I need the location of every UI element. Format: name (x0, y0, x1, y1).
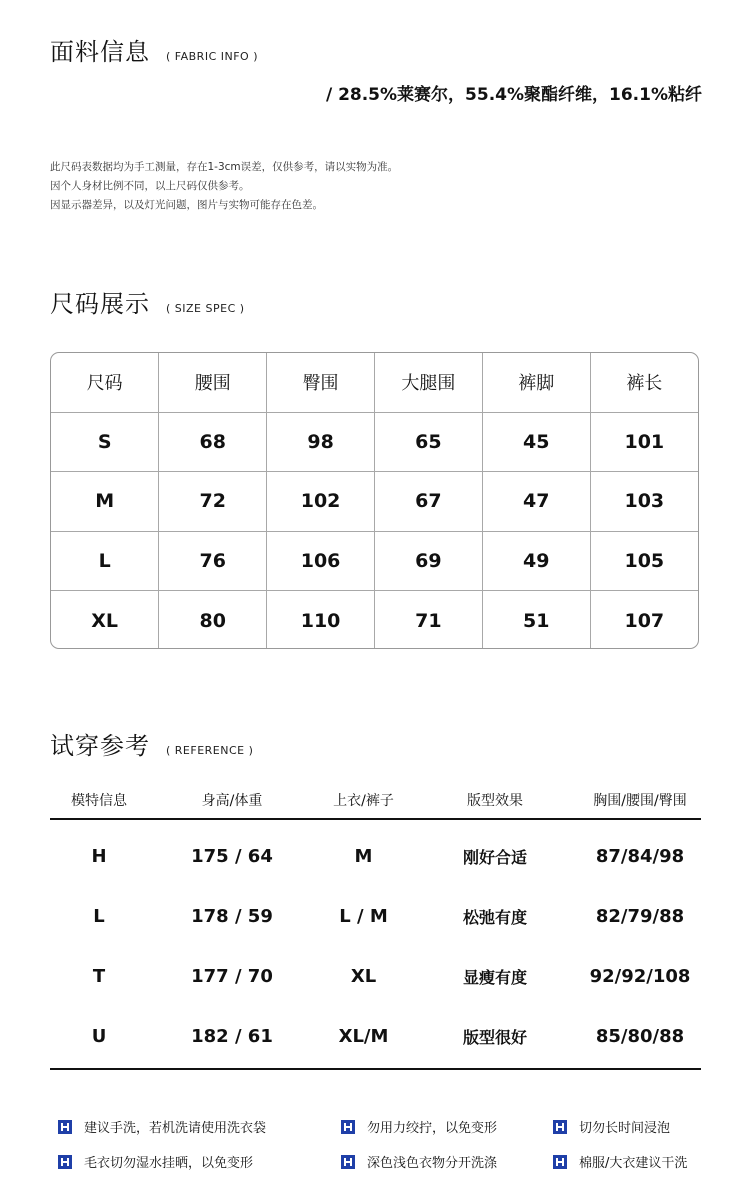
size-cell: 47 (482, 472, 590, 531)
size-cell: 72 (159, 472, 267, 531)
reference-cell: 刚好合适 (462, 847, 527, 867)
note-line: 因个人身材比例不同，以上尺码仅供参考。 (50, 180, 250, 192)
reference-divider-bottom (50, 1068, 701, 1070)
size-header-cell: 裤脚 (482, 353, 590, 412)
fabric-section-header (50, 32, 258, 67)
size-cell: 102 (267, 472, 375, 531)
care-item (341, 1117, 497, 1136)
size-cell: 67 (374, 472, 482, 531)
hanger-h-icon (341, 1155, 355, 1169)
hanger-h-icon (58, 1155, 72, 1169)
reference-cell: 178 / 59 (191, 905, 273, 927)
reference-cell: H (91, 845, 107, 867)
reference-cell: T (92, 965, 106, 987)
size-cell: 80 (159, 591, 267, 649)
hanger-h-icon (341, 1120, 355, 1134)
reference-cell: 92/92/108 (589, 965, 691, 987)
size-cell: 103 (590, 472, 698, 531)
care-text: 棉服/大衣建议干洗 (579, 1156, 688, 1171)
reference-cell: 85/80/88 (595, 1025, 685, 1047)
care-text: 毛衣切勿湿水挂晒，以免变形 (84, 1156, 254, 1171)
size-title: 尺码展示 (50, 290, 150, 318)
care-text: 勿用力绞拧，以免变形 (367, 1121, 498, 1136)
care-text: 切勿长时间浸泡 (579, 1121, 671, 1136)
reference-row (50, 886, 701, 946)
measurement-notes (50, 158, 398, 215)
size-cell: 68 (159, 412, 267, 471)
reference-header-cell: 身高/体重 (201, 793, 263, 809)
fabric-subtitle: ( FABRIC INFO ) (166, 50, 258, 63)
size-table-header-row (51, 353, 698, 412)
size-table-row (51, 531, 698, 590)
care-item (58, 1117, 266, 1136)
size-table-row (51, 472, 698, 531)
reference-row (50, 826, 701, 886)
reference-header-cell: 模特信息 (71, 793, 127, 809)
care-item (341, 1152, 497, 1171)
size-cell: 51 (482, 591, 590, 649)
size-table-row (51, 412, 698, 471)
hanger-h-icon (553, 1155, 567, 1169)
reference-cell: 177 / 70 (191, 965, 273, 987)
reference-cell: L / M (339, 905, 388, 927)
reference-cell: 82/79/88 (595, 905, 685, 927)
reference-cell: 松弛有度 (462, 907, 527, 927)
size-cell: 65 (374, 412, 482, 471)
fabric-composition: / 28.5%莱赛尔，55.4%聚酯纤维，16.1%粘纤 (325, 85, 702, 105)
size-table-row (51, 591, 698, 649)
size-cell: 106 (267, 531, 375, 590)
care-item (553, 1117, 670, 1136)
note-line: 因显示器差异，以及灯光问题，图片与实物可能存在色差。 (50, 199, 323, 211)
size-cell: 45 (482, 412, 590, 471)
reference-header-cell: 上衣/裤子 (333, 793, 394, 809)
reference-header-cell: 版型效果 (467, 793, 523, 809)
size-cell: 76 (159, 531, 267, 590)
care-item (553, 1152, 687, 1171)
fabric-title: 面料信息 (50, 38, 150, 66)
reference-cell: L (93, 905, 105, 927)
reference-cell: M (354, 845, 373, 867)
size-section-header (50, 284, 245, 319)
reference-cell: U (91, 1025, 107, 1047)
size-cell: 110 (267, 591, 375, 649)
note-line: 此尺码表数据均为手工测量，存在1-3cm误差，仅供参考，请以实物为准。 (50, 161, 399, 173)
reference-header-cell: 胸围/腰围/臀围 (593, 793, 687, 809)
size-cell: 105 (590, 531, 698, 590)
size-cell: 101 (590, 412, 698, 471)
reference-cell: 175 / 64 (191, 845, 273, 867)
hanger-h-icon (553, 1120, 567, 1134)
hanger-h-icon (58, 1120, 72, 1134)
reference-section-header (50, 726, 253, 761)
reference-cell: 版型很好 (462, 1027, 527, 1047)
size-header-cell: 臀围 (267, 353, 375, 412)
size-header-cell: 尺码 (51, 353, 159, 412)
size-cell: 69 (374, 531, 482, 590)
size-cell: L (51, 531, 159, 590)
reference-header-row (50, 790, 701, 818)
size-subtitle: ( SIZE SPEC ) (166, 302, 245, 315)
reference-cell: XL (350, 965, 377, 987)
reference-cell: XL/M (338, 1025, 389, 1047)
size-cell: 107 (590, 591, 698, 649)
reference-cell: 182 / 61 (191, 1025, 273, 1047)
size-cell: 98 (267, 412, 375, 471)
reference-row (50, 946, 701, 1006)
size-cell: 71 (374, 591, 482, 649)
care-item (58, 1152, 253, 1171)
care-text: 深色浅色衣物分开洗涤 (367, 1156, 498, 1171)
reference-cell: 87/84/98 (595, 845, 685, 867)
reference-divider-top (50, 818, 701, 820)
size-header-cell: 腰围 (159, 353, 267, 412)
size-header-cell: 裤长 (590, 353, 698, 412)
reference-table-body (50, 826, 701, 1066)
size-cell: M (51, 472, 159, 531)
care-text: 建议手洗，若机洗请使用洗衣袋 (84, 1121, 267, 1136)
size-cell: S (51, 412, 159, 471)
size-header-cell: 大腿围 (374, 353, 482, 412)
size-cell: XL (51, 591, 159, 649)
reference-subtitle: ( REFERENCE ) (166, 744, 254, 757)
reference-row (50, 1006, 701, 1066)
reference-cell: 显瘦有度 (462, 967, 527, 987)
size-cell: 49 (482, 531, 590, 590)
reference-title: 试穿参考 (50, 732, 150, 760)
size-table (50, 352, 699, 649)
